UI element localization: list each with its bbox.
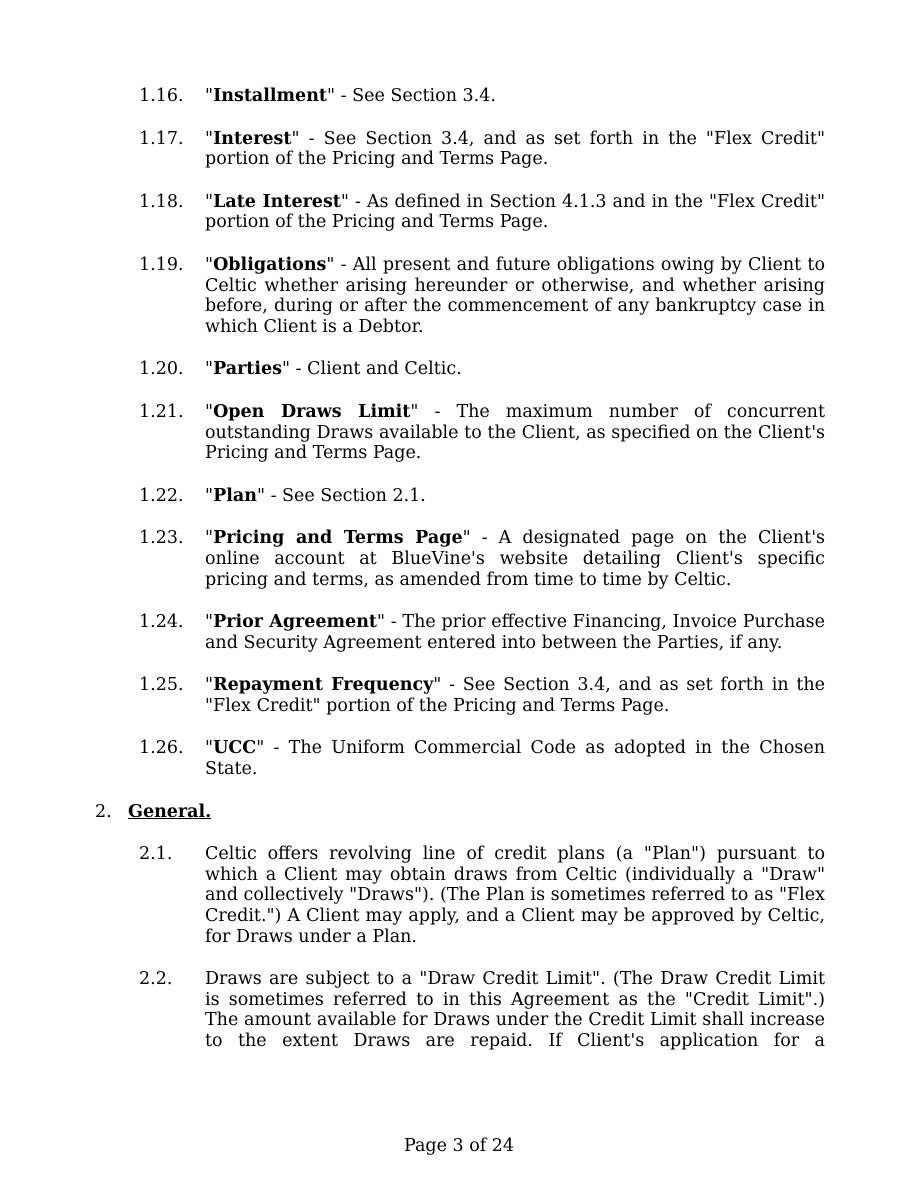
definition-number: 1.21. <box>139 401 184 422</box>
definition-1-21: 1.21. "Open Draws Limit" - The maximum number of concurrent outstanding Draws available to the Client, as specified on the Client's Pricing and Terms Page. <box>139 401 825 464</box>
clause-text: Celtic offers revolving line of credit plans (a "Plan") pursuant to which a Client may obtain draws from Celtic (individually a "Draw" and collectively "Draws"). (The Plan is sometimes referred to as "Flex Credit.") A Client may apply, and a Client may be approved by Celtic, for Draws under a Plan. <box>205 844 825 947</box>
definition-number: 1.24. <box>139 612 184 633</box>
definition-1-22: 1.22. "Plan" - See Section 2.1. <box>139 485 426 506</box>
definition-term: Interest <box>213 128 292 149</box>
definition-1-23: 1.23. "Pricing and Terms Page" - A designated page on the Client's online account at BlueVine's website detailing Client's specific pricing and terms, as amended from time to time by Celtic. <box>139 528 825 590</box>
definition-1-24: 1.24. "Prior Agreement" - The prior effective Financing, Invoice Purchase and Security Agreement entered into between the Parties, if any. <box>139 612 825 653</box>
definition-1-17: 1.17. "Interest" - See Section 3.4, and as set forth in the "Flex Credit" portion of the Pricing and Terms Page. <box>139 128 825 170</box>
section-number: 2. <box>95 801 112 822</box>
clause-number: 2.2. <box>139 969 173 990</box>
document-body <box>0 86 918 1074</box>
definition-term: Pricing and Terms Page <box>213 528 463 549</box>
clause-2-1 <box>0 844 918 947</box>
definition-1-26: 1.26. "UCC" - The Uniform Commercial Code as adopted in the Chosen State. <box>139 738 825 780</box>
definition-number: 1.19. <box>139 254 184 275</box>
definition-number: 1.20. <box>139 359 184 380</box>
definition-text: - The Uniform Commercial Code as adopted in the Chosen State. <box>205 738 825 780</box>
section-heading-general <box>0 802 918 823</box>
definition-term: Installment <box>213 86 328 106</box>
definition-1-16: 1.16. "Installment" - See Section 3.4. <box>139 86 496 106</box>
definition-term: Prior Agreement <box>213 612 377 633</box>
definition-text: - See Section 3.4, and as set forth in the "Flex Credit" portion of the Pricing and Terms Page. <box>205 128 825 170</box>
definition-text: - See Section 3.4, and as set forth in the "Flex Credit" portion of the Pricing and Terms Page. <box>205 675 825 716</box>
definition-number: 1.23. <box>139 528 184 549</box>
definition-text: - The maximum number of concurrent outstanding Draws available to the Client, as specified on the Client's Pricing and Terms Page. <box>205 401 825 464</box>
definition-term: Open Draws Limit <box>213 401 411 422</box>
definition-term: Repayment Frequency <box>213 675 434 696</box>
definition-term: Obligations <box>213 254 327 275</box>
definition-1-19: 1.19. "Obligations" - All present and future obligations owing by Client to Celtic whether arising hereunder or otherwise, and whether arising before, during or after the commencement of any bankruptcy case in which Client is a Debtor. <box>139 254 825 337</box>
definition-text: - See Section 2.1. <box>265 485 426 506</box>
definition-number: 1.22. <box>139 485 184 506</box>
definition-term: Late Interest <box>213 191 341 212</box>
definition-number: 1.26. <box>139 738 184 759</box>
clause-text: Draws are subject to a "Draw Credit Limit". (The Draw Credit Limit is sometimes referred to in this Agreement as the "Credit Limit".) The amount available for Draws under the Credit Limit shall increase to the extent Draws are repaid. If Client's application for a <box>205 969 825 1051</box>
definition-term: Plan <box>213 485 257 506</box>
definition-1-25: 1.25. "Repayment Frequency" - See Section 3.4, and as set forth in the "Flex Credit" portion of the Pricing and Terms Page. <box>139 675 825 716</box>
definition-text: - The prior effective Financing, Invoice Purchase and Security Agreement entered into between the Parties, if any. <box>205 612 825 653</box>
definition-1-18: 1.18. "Late Interest" - As defined in Section 4.1.3 and in the "Flex Credit" portion of the Pricing and Terms Page. <box>139 191 825 233</box>
page-number: Page 3 of 24 <box>403 1136 515 1156</box>
definition-term: Parties <box>213 359 283 380</box>
definition-number: 1.18. <box>139 191 184 212</box>
definition-number: 1.16. <box>139 86 184 106</box>
definition-number: 1.25. <box>139 675 184 696</box>
clause-number: 2.1. <box>139 844 173 865</box>
definition-text: - A designated page on the Client's online account at BlueVine's website detailing Client's specific pricing and terms, as amended from time to time by Celtic. <box>205 528 825 590</box>
definition-1-20: 1.20. "Parties" - Client and Celtic. <box>139 359 462 380</box>
definition-text: - Client and Celtic. <box>290 359 462 380</box>
definition-text: - See Section 3.4. <box>335 86 496 106</box>
definition-number: 1.17. <box>139 128 184 149</box>
definition-text: - All present and future obligations owing by Client to Celtic whether arising hereunder or otherwise, and whether arising before, during or after the commencement of any bankruptcy case in which Client is a Debtor. <box>205 254 825 337</box>
definition-text: - As defined in Section 4.1.3 and in the "Flex Credit" portion of the Pricing and Terms Page. <box>205 191 825 233</box>
clause-2-2 <box>0 969 918 1051</box>
definition-term: UCC <box>213 738 257 759</box>
section-title: General. <box>128 801 212 822</box>
